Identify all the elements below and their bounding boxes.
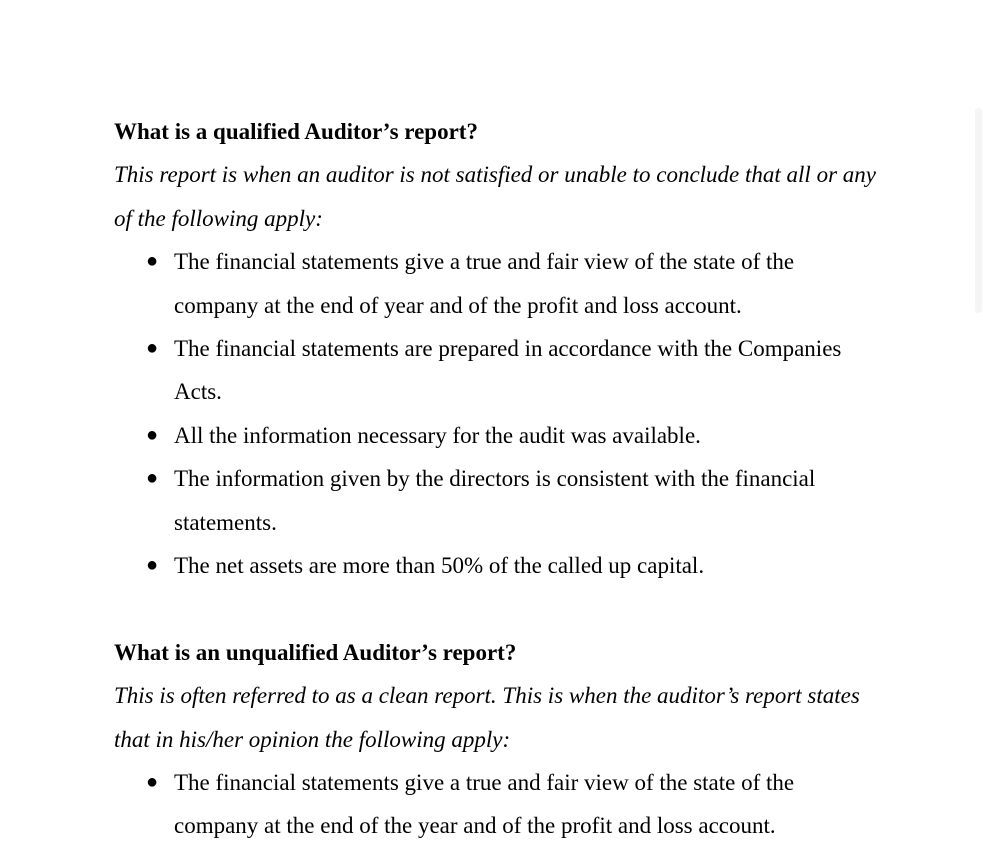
section-heading-unqualified-report: What is an unqualified Auditor’s report? bbox=[114, 639, 517, 665]
section-heading-qualified-report: What is a qualified Auditor’s report? bbox=[114, 119, 478, 144]
bullet-text: The financial statements give a true and fair view of the state of the company at the end of the year and of the profit and loss account. bbox=[174, 770, 795, 839]
vertical-scrollbar-thumb[interactable] bbox=[975, 108, 982, 313]
bullet-icon: ● bbox=[146, 771, 159, 794]
bullet-text: The financial statements are prepared in accordance with the Companies Acts. bbox=[174, 336, 842, 405]
bullet-icon: ● bbox=[146, 467, 159, 490]
section-intro-qualified-report: This report is when an auditor is not satisfied or unable to conclude that all or any of the following apply: bbox=[114, 162, 876, 231]
bullet-icon: ● bbox=[146, 337, 159, 360]
bullet-text: All the information necessary for the audit was available. bbox=[174, 422, 701, 448]
list-item bbox=[114, 327, 876, 414]
bullet-text: The information given by the directors is consistent with the financial statements. bbox=[174, 466, 816, 535]
bullet-icon: ● bbox=[146, 554, 159, 577]
list-item bbox=[114, 240, 876, 327]
list-item bbox=[114, 457, 876, 544]
list-item bbox=[114, 761, 876, 848]
bullet-text: The financial statements give a true and fair view of the state of the company at the end of year and of the profit and loss account. bbox=[174, 249, 795, 318]
unqualified-report-bullet-list bbox=[114, 761, 876, 848]
section-intro-unqualified-report: This is often referred to as a clean report. This is when the auditor’s report states that in his/her opinion the following apply: bbox=[114, 683, 860, 752]
bullet-icon: ● bbox=[146, 423, 159, 446]
bullet-text: The net assets are more than 50% of the called up capital. bbox=[174, 553, 705, 579]
paragraph-spacer bbox=[114, 587, 876, 630]
document-content bbox=[114, 110, 876, 848]
qualified-report-bullet-list bbox=[114, 240, 876, 587]
list-item bbox=[114, 414, 876, 457]
bullet-icon: ● bbox=[146, 250, 159, 273]
list-item bbox=[114, 544, 876, 587]
